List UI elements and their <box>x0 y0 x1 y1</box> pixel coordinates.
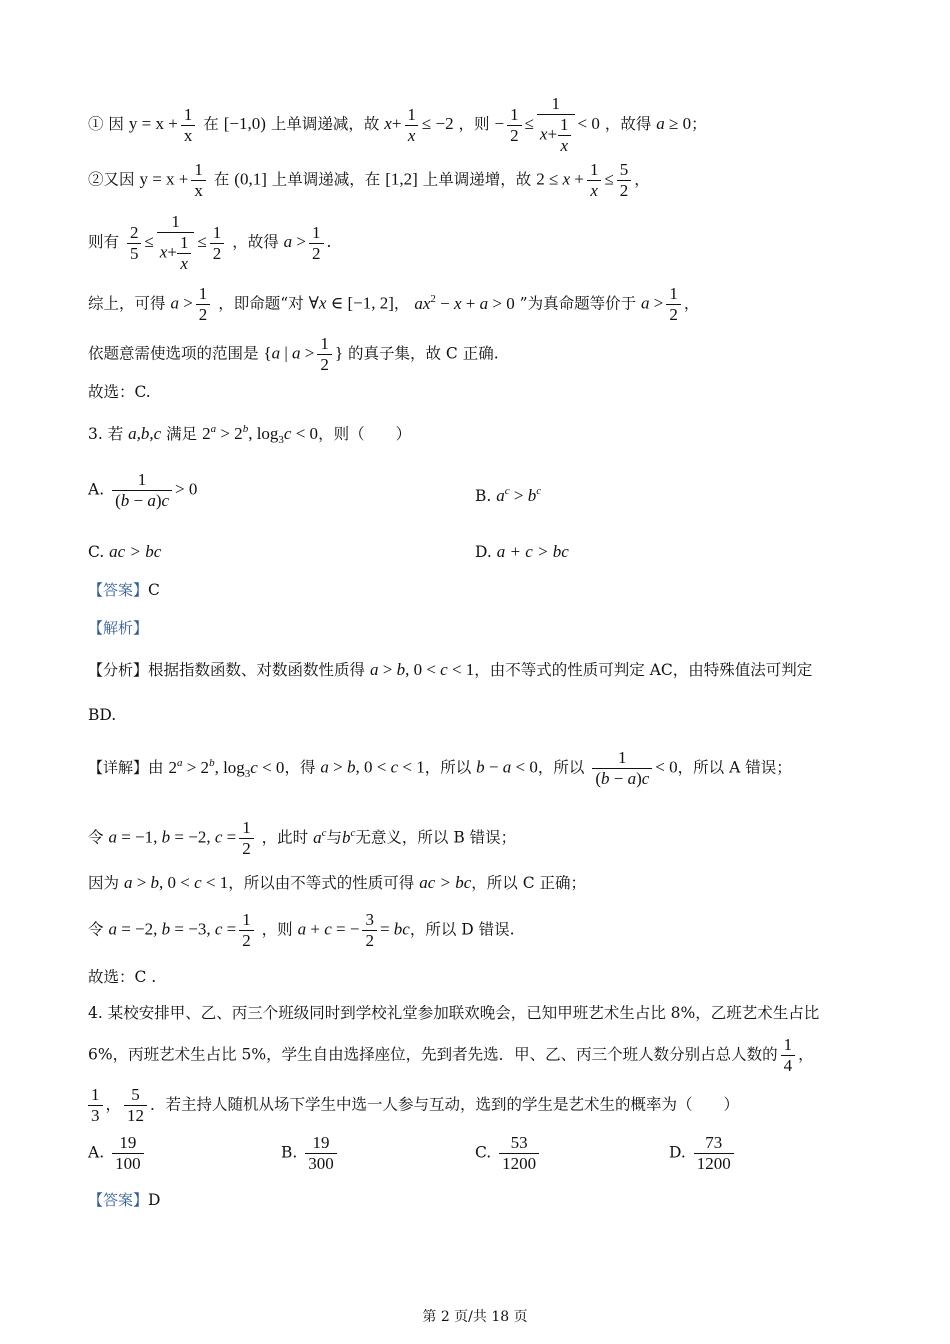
solution-line-4: 综上，可得 a > $\frac{1}{2}$ ，即命题“对 ∀x ∈ [−1, 2]， $ax^2 - x + a > 0$ ”为真命题等价于 a > $\frac{1}{2}$ ， <box>88 284 700 324</box>
solution-line-3: 则有 $\frac{2}{5}$ ≤ 1 x+ $\frac{1}{x}$ ≤ $\frac{1}{2}$ ，故得 a > $\frac{1}{2}$ . <box>88 212 332 273</box>
q3-option-d[interactable]: D. a + c > bc <box>475 542 569 561</box>
q3-final: 故选：C . <box>88 968 157 986</box>
q3-fenxi: 【分析】根据指数函数、对数函数性质得 a > b, 0 < c < 1，由不等式的性质可判定 AC，由特殊值法可判定 <box>88 660 813 679</box>
q4-answer: 【答案】D <box>88 1191 161 1209</box>
solution-conclusion: 故选：C. <box>88 383 151 401</box>
solution-line-2: ②又因 y = x + $\frac{1}{x}$ 在 (0,1] 上单调递减，在 [1,2] 上单调递增，故 2 ≤ x + $\frac{1}{x}$ ≤ $\frac{5}{2}$ ， <box>88 160 650 200</box>
q3-detail-4: 令 a = −2, b = −3, c = $\frac{1}{2}$ ，则 a + c = − $\frac{3}{2}$ = bc，所以 D 错误. <box>88 910 515 950</box>
q4-option-b[interactable]: B. $\frac{19}{300}$ <box>281 1133 340 1174</box>
q4-stem-line-3: $\frac{1}{3}$ ， $\frac{5}{12}$ ．若主持人随机从场下学生中选一人参与互动，选到的学生是艺术生的概率为（ ） <box>88 1085 739 1126</box>
q4-option-c[interactable]: C. $\frac{53}{1200}$ <box>475 1133 542 1174</box>
q3-fenxi-cont: BD. <box>88 706 117 724</box>
q3-detail-3: 因为 a > b, 0 < c < 1，所以由不等式的性质可得 ac > bc，所以 C 正确； <box>88 873 587 892</box>
q3-detail-2: 令 a = −1, b = −2, c = $\frac{1}{2}$ ，此时 $a^c$与$b^c$无意义，所以 B 错误； <box>88 818 517 858</box>
q3-answer: 【答案】C <box>88 581 160 599</box>
solution-line-1: ① 因 y = x + $\frac{1}{x}$ 在 [−1,0) 上单调递减，故 x+ $\frac{1}{x}$ ≤ −2 ，则 − $\frac{1}{2}$ ≤ 1 x+ $\frac{1}{x}$ < 0 ，故得 a ≥ 0； <box>88 94 707 155</box>
solution-line-5: 依题意需使选项的范围是 {a | a > $\frac{1}{2}$ } 的真子集，故 C 正确. <box>88 334 499 374</box>
q3-option-b[interactable]: B. $a^c > b^c$ <box>475 485 542 505</box>
q4-stem-line-1: 4. 某校安排甲、乙、丙三个班级同时到学校礼堂参加联欢晚会，已知甲班艺术生占比 8%，乙班艺术生占比 <box>88 1004 820 1022</box>
question-3-stem: 3. 若 a,b,c 满足 $2^a > 2^b$, $\log_3c < 0$，则（ ） <box>88 423 412 446</box>
page-footer: 第 2 页/共 18 页 <box>422 1309 528 1325</box>
q3-option-c[interactable]: C. ac > bc <box>88 542 162 561</box>
q4-option-a[interactable]: A. $\frac{19}{100}$ <box>88 1133 147 1174</box>
q4-stem-line-2: 6%，丙班艺术生占比 5%，学生自由选择座位，先到者先选．甲、乙、丙三个班人数分别占总人数的 $\frac{1}{4}$ ， <box>88 1035 814 1075</box>
q3-option-a[interactable]: A. $\frac{1}{(b - a)c}$ > 0 <box>88 470 198 510</box>
q3-detail-1: 【详解】由 $2^a > 2^b$, $\log_3c < 0$，得 a > b, 0 < c < 1，所以 b − a < 0，所以 $\frac{1}{(b - a)c}$ < 0，所以 A 错误； <box>88 748 792 788</box>
q3-analysis-tag: 【解析】 <box>88 619 149 637</box>
q4-option-d[interactable]: D. $\frac{73}{1200}$ <box>669 1133 737 1174</box>
